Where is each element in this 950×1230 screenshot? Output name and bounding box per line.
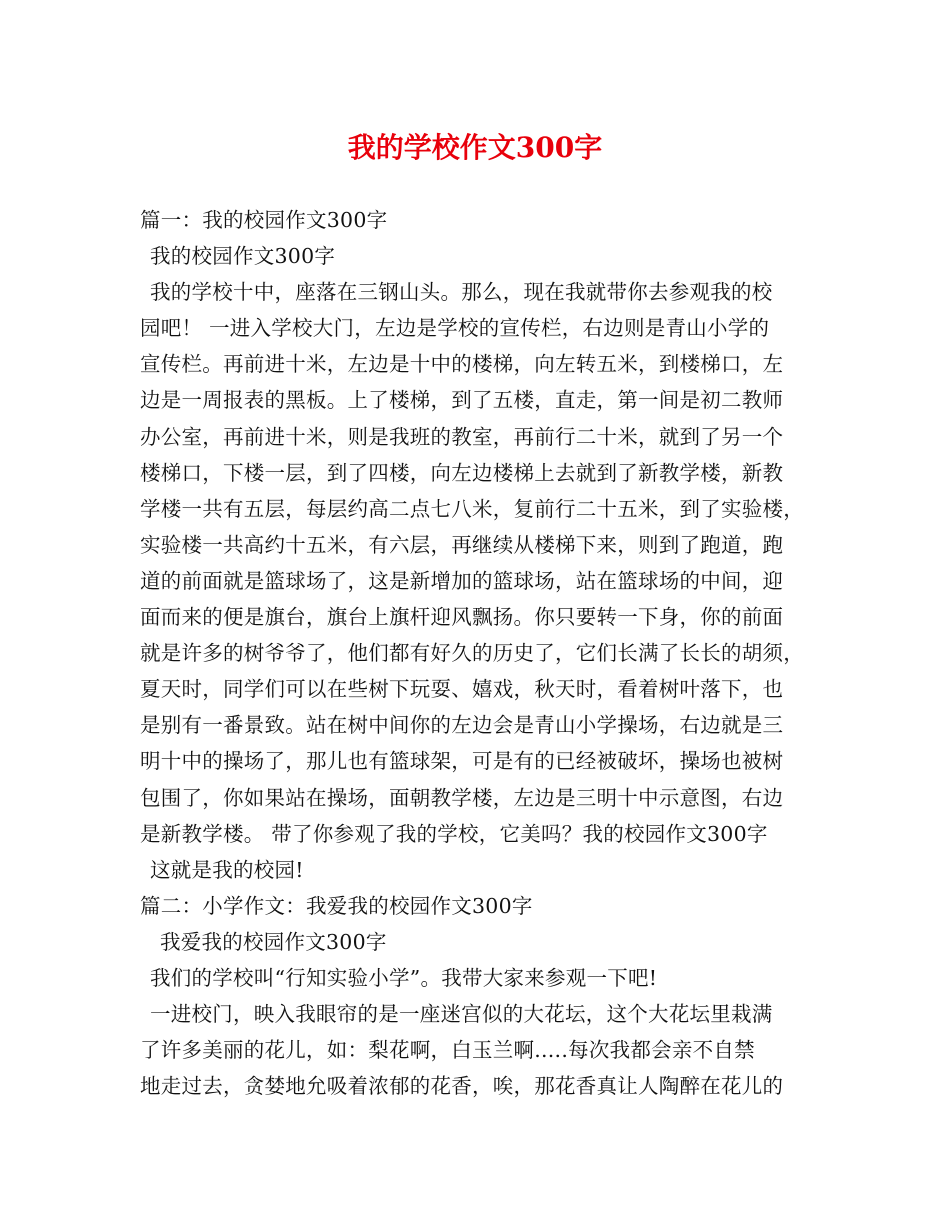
section-heading: 篇一：我的校园作文300字 — [140, 208, 388, 232]
paragraph-line: 学楼一共有五层，每层约高二点七八米，复前行二十五米，到了实验楼， — [140, 496, 804, 521]
section-heading: 篇二：小学作文：我爱我的校园作文300字 — [140, 893, 533, 918]
paragraph-line: 宣传栏。再前进十米，左边是十中的楼梯，向左转五米，到楼梯口，左 — [140, 352, 784, 377]
paragraph-line: 地走过去，贪婪地允吸着浓郁的花香，唉，那花香真让人陶醉在花儿的 — [140, 1074, 784, 1099]
paragraph-line: 了许多美丽的花儿，如：梨花啊，白玉兰啊.....每次我都会亲不自禁 — [140, 1038, 755, 1063]
paragraph-line: 这就是我的校园! — [150, 857, 304, 882]
paragraph-line: 楼梯口，下楼一层，到了四楼，向左边楼梯上去就到了新教学楼，新教 — [140, 460, 784, 485]
paragraph-line: 实验楼一共高约十五米，有六层，再继续从楼梯下来，则到了跑道，跑 — [140, 532, 784, 557]
paragraph-line: 明十中的操场了，那儿也有篮球架，可是有的已经被破坏，操场也被树 — [140, 749, 784, 774]
paragraph-line: 园吧！ 一进入学校大门，左边是学校的宣传栏，右边则是青山小学的 — [140, 316, 770, 341]
paragraph-line: 夏天时，同学们可以在些树下玩耍、嬉戏，秋天时，看着树叶落下，也 — [140, 677, 784, 702]
paragraph-line: 包围了，你如果站在操场，面朝教学楼，左边是三明十中示意图，右边 — [140, 785, 784, 810]
paragraph-line: 边是一周报表的黑板。上了楼梯，到了五楼，直走，第一间是初二教师 — [140, 388, 784, 413]
paragraph-line: 面而来的便是旗台，旗台上旗杆迎风飘扬。你只要转一下身，你的前面 — [140, 605, 784, 630]
paragraph-line: 是别有一番景致。站在树中间你的左边会是青山小学操场，右边就是三 — [140, 713, 784, 738]
paragraph-line: 一进校门，映入我眼帘的是一座迷宫似的大花坛，这个大花坛里栽满 — [150, 1002, 773, 1027]
document-body — [140, 202, 830, 1104]
paragraph-line: 是新教学楼。 带了你参观了我的学校，它美吗？我的校园作文300字 — [140, 821, 768, 846]
essay-title: 我爱我的校园作文300字 — [160, 929, 387, 954]
paragraph-line: 我的学校十中，座落在三钢山头。那么，现在我就带你去参观我的校 — [150, 280, 773, 305]
paragraph-line: 就是许多的树爷爷了，他们都有好久的历史了，它们长满了长长的胡须， — [140, 641, 804, 666]
document-title: 我的学校作文300字 — [347, 131, 603, 164]
paragraph-line: 我们的学校叫“行知实验小学”。我带大家来参观一下吧! — [150, 965, 658, 990]
essay-title: 我的校园作文300字 — [150, 244, 336, 269]
paragraph-line: 道的前面就是篮球场了，这是新增加的篮球场，站在篮球场的中间，迎 — [140, 568, 784, 593]
paragraph-line: 办公室，再前进十米，则是我班的教室，再前行二十米，就到了另一个 — [140, 424, 784, 449]
